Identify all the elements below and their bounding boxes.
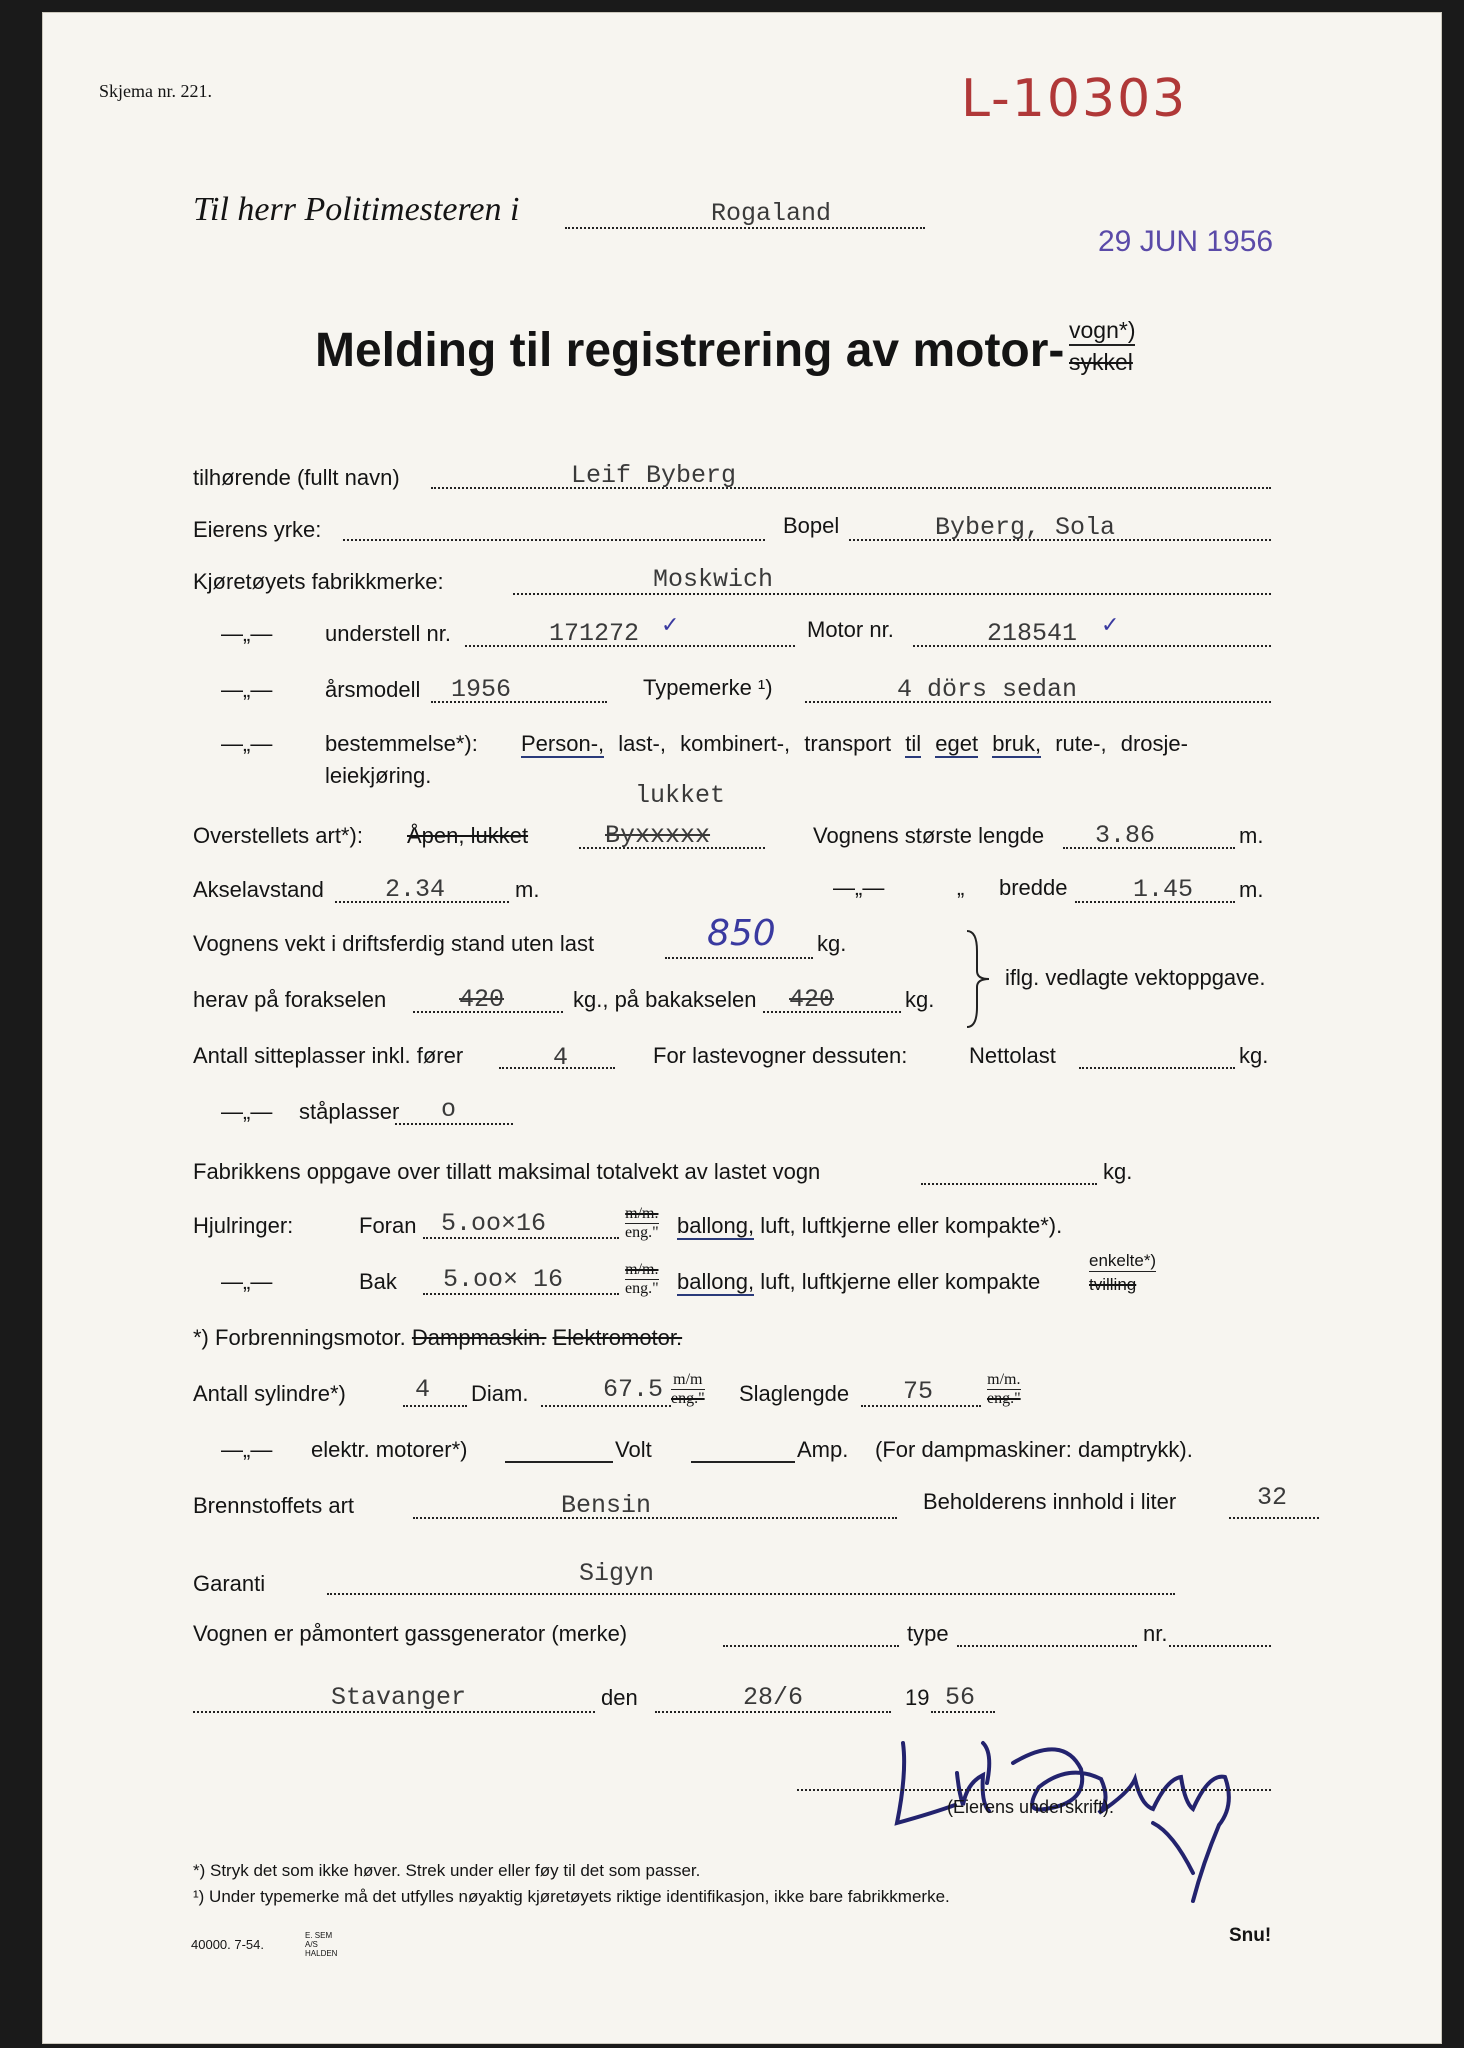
engine-no-value: 218541 [987, 619, 1078, 648]
body-printed-options: Åpen, lukket [407, 823, 529, 848]
type-mark-value: 4 dörs sedan [897, 675, 1078, 704]
chassis-value: 171272 [549, 619, 640, 648]
front-axle-value: 420 [459, 985, 505, 1014]
seats-value: 4 [553, 1043, 569, 1072]
front-tyre-value: 5.oo×16 [441, 1209, 547, 1238]
footnote-1: *) Stryk det som ikke høver. Strek under eller føy til det som passer. [193, 1861, 701, 1880]
stroke-value: 75 [903, 1377, 934, 1406]
residence-value: Byberg, Sola [935, 513, 1116, 542]
printer-mark: E. SEM A/S HALDEN [305, 1931, 338, 1958]
width-value: 1.45 [1133, 875, 1194, 904]
factory-max-label: Fabrikkens oppgave over tillatt maksimal totalvekt av lastet vogn [193, 1159, 821, 1184]
title-option-vehicle: vogn*) [1069, 317, 1135, 346]
chassis-label: understell nr. [325, 621, 451, 646]
rear-tyre-value: 5.oo× 16 [443, 1265, 564, 1294]
title-option-cycle: sykkel [1069, 349, 1133, 375]
wheelbase-value: 2.34 [385, 875, 446, 904]
cylinders-label: Antall sylindre*) [193, 1381, 346, 1406]
engine-type-line: *) Forbrenningsmotor. Dampmaskin. Elektromotor. [193, 1325, 683, 1350]
purpose-label: bestemmelse*): [325, 731, 478, 756]
body-struck-value: Byxxxxx [605, 821, 711, 850]
place-value: Stavanger [331, 1683, 467, 1712]
date-value: 28/6 [743, 1683, 804, 1712]
model-year-label: årsmodell [325, 677, 421, 702]
body-label: Overstellets art*): [193, 823, 363, 848]
make-label: Kjøretøyets fabrikkmerke: [193, 569, 444, 594]
purpose-options: Person-, last-, kombinert-, transport til eget bruk, rute-, drosje- [521, 731, 1188, 756]
diameter-value: 67.5 [603, 1375, 664, 1404]
seats-label: Antall sitteplasser inkl. fører [193, 1043, 464, 1068]
cylinders-value: 4 [415, 1375, 431, 1404]
guarantee-value: Sigyn [579, 1559, 655, 1588]
model-year-value: 1956 [451, 675, 512, 704]
weight-note: iflg. vedlagte vektoppgave. [1005, 965, 1266, 990]
front-axle-label: herav på forakselen [193, 987, 387, 1012]
residence-label: Bopel [783, 513, 840, 538]
purpose-line2: leiekjøring. [325, 763, 432, 788]
weight-value: 850 [707, 913, 776, 954]
body-value-above: lukket [635, 781, 726, 810]
bracket-brace [963, 927, 999, 1031]
length-value: 3.86 [1095, 821, 1156, 850]
owner-label: tilhørende (fullt navn) [193, 465, 400, 490]
guarantee-label: Garanti [193, 1571, 266, 1596]
electric-label: elektr. motorer*) [311, 1437, 468, 1462]
make-value: Moskwich [653, 565, 774, 594]
tank-value: 32 [1257, 1483, 1288, 1512]
address-label: Til herr Politimesteren i [193, 191, 520, 228]
form-title: Melding til registrering av motor- [315, 324, 1065, 377]
signature-caption: (Eierens underskrift). [947, 1797, 1115, 1817]
engine-no-label: Motor nr. [807, 617, 894, 642]
gas-generator-label: Vognen er påmontert gassgenerator (merke) [193, 1621, 628, 1646]
standing-label: ståplasser [299, 1099, 400, 1124]
occupation-label: Eierens yrke: [193, 517, 322, 542]
form-page: Skjema nr. 221. L-10303 Til herr Politimesteren i Rogaland 29 JUN 1956 Melding til registrering av motor- vogn*) sykkel tilhørende (fullt navn) Leif Byberg Eierens yrke: Bopel Byberg, Sola Kjøretøyets fabrikkmerke: Moskwich —„— understell nr. 171272 ✓ Motor nr. 218541 ✓ —„— årsmodell 1956 Typemerke ¹) 4 dörs sedan —„— bestemmelse*): Person-, last-, kombinert-, transport til eget bruk, rute-, drosje- leiekjøring. lukket Overstellets art*): Åpen, lukket Byxxxxx Vognens største lengde 3.86 m. Akselavstand 2.34 m. —„— „ bredde 1.45 m. Vognens vekt i driftsferdig stand uten last 850 kg. herav på forakselen 420 kg., på bakakselen 420 kg. iflg. vedlagte vektoppgave. Antall sitteplasser inkl. fører 4 For lastevogner dessuten: Nettolast kg. —„— ståplasser o Fabrikkens oppgave over tillatt maksimal totalvekt av lastet vogn kg. Hjulringer: Foran 5.oo×16 $\frac{m/m.}{\text{eng."}}$ ballong, luft, luftkjerne eller kompakte*). —„— Bak 5.oo× 16 $\frac{m/m.}{\text{eng."}}$ ballong, luft, luftkjerne eller kompakte enkelte*) tvilling *) Forbrenningsmotor. Dampmaskin. Elektromotor. Antall sylindre*) 4 Diam. 67.5 $\frac{m/m}{\text{eng."}}$ Slaglengde 75 $\frac{m/m.}{\text{eng."}}$ —„— elektr. motorer*) Volt Amp. (For dampmaskiner: damptrykk). Brennstoffets art Bensin Beholderens innhold i liter 32 Garanti Sigyn Vognen er påmontert gassgenerator (merke) type nr. Stavanger den 28/6 19 56 (Eierens underskrift). *) Stryk det som ikke høver. Strek under eller føy til det som passer. ¹) Under typemerke må det utfylles nøyaktig kjøretøyets riktige identifikasjon, ikke bare fabrikkmerke. 40000. 7-54. E. SEM A/S HALDEN Snu! [42, 12, 1442, 2044]
year-value: 56 [945, 1683, 976, 1712]
length-label: Vognens største lengde [813, 823, 1045, 848]
tyres-label: Hjulringer: [193, 1213, 294, 1238]
rear-axle-value: 420 [789, 985, 835, 1014]
wheelbase-label: Akselavstand [193, 877, 324, 902]
print-code: 40000. 7-54. [191, 1937, 265, 1952]
standing-value: o [441, 1095, 457, 1124]
fuel-label: Brennstoffets art [193, 1493, 355, 1518]
turn-over: Snu! [1229, 1925, 1272, 1946]
district-value: Rogaland [711, 199, 832, 228]
owner-value: Leif Byberg [571, 461, 737, 490]
received-stamp: 29 JUN 1956 [1098, 225, 1274, 258]
type-mark-label: Typemerke ¹) [643, 675, 773, 700]
form-number: Skjema nr. 221. [99, 81, 212, 101]
reference-number: L-10303 [961, 69, 1188, 129]
weight-label: Vognens vekt i driftsferdig stand uten last [193, 931, 595, 956]
footnote-2: ¹) Under typemerke må det utfylles nøyaktig kjøretøyets riktige identifikasjon, ikke bare fabrikkmerke. [193, 1887, 950, 1906]
purpose-person: Person-, [521, 731, 605, 756]
width-label: bredde [999, 875, 1068, 900]
fuel-value: Bensin [561, 1491, 652, 1520]
